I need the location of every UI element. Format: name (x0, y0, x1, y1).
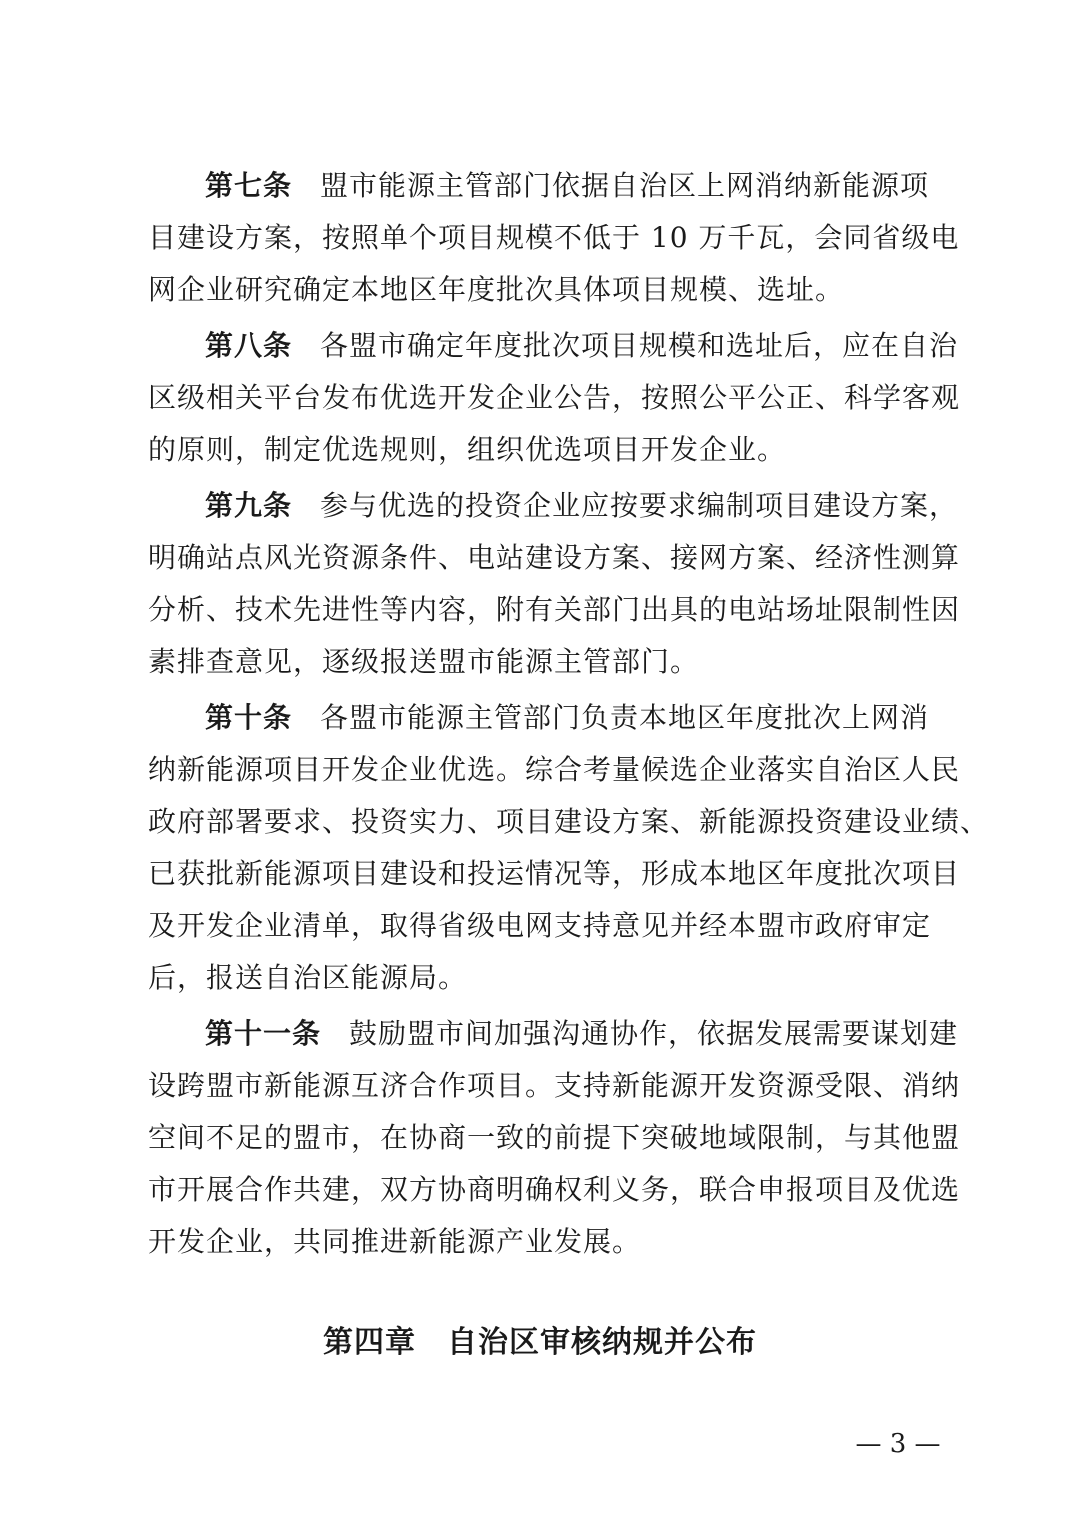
article-11-label: 第十一条 (205, 1017, 322, 1050)
page-number: — 3 — (855, 1429, 941, 1459)
article-9-line-2: 明确站点风光资源条件、电站建设方案、接网方案、经济性测算 (148, 541, 961, 574)
article-8-line-3: 的原则，制定优选规则，组织优选项目开发企业。 (148, 433, 787, 466)
article-7-line-3: 网企业研究确定本地区年度批次具体项目规模、选址。 (148, 273, 845, 306)
article-8-label: 第八条 (205, 329, 293, 362)
article-11-line-3: 空间不足的盟市，在协商一致的前提下突破地域限制，与其他盟 (148, 1121, 961, 1154)
article-9-line-3: 分析、技术先进性等内容，附有关部门出具的电站场址限制性因 (148, 593, 961, 626)
article-10-line-1 (205, 692, 948, 744)
article-10-line-4: 已获批新能源项目建设和投运情况等，形成本地区年度批次项目 (148, 857, 961, 890)
article-8-line-1 (205, 320, 959, 372)
article-10-line-3: 政府部署要求、投资实力、项目建设方案、新能源投资建设业绩、 (148, 805, 990, 838)
article-11-line-4: 市开展合作共建，双方协商明确权利义务，联合申报项目及优选 (148, 1173, 961, 1206)
article-8-line-2: 区级相关平台发布优选开发企业公告，按照公平公正、科学客观 (148, 381, 961, 414)
chapter-heading: 第四章 自治区审核纳规并公布 (323, 1325, 757, 1360)
article-9-label: 第九条 (205, 489, 293, 522)
article-10-line-5: 及开发企业清单，取得省级电网支持意见并经本盟市政府审定 (148, 909, 932, 942)
article-9-text-1: 参与优选的投资企业应按要求编制项目建设方案， (320, 489, 959, 522)
article-11-line-1 (205, 1008, 959, 1060)
article-10-line-2: 纳新能源项目开发企业优选。综合考量候选企业落实自治区人民 (148, 753, 961, 786)
article-7-text-1: 盟市能源主管部门依据自治区上网消纳新能源项 (320, 169, 930, 202)
article-10-label: 第十条 (205, 701, 293, 734)
article-11-line-5: 开发企业，共同推进新能源产业发展。 (148, 1225, 642, 1258)
article-11-text-1: 鼓励盟市间加强沟通协作，依据发展需要谋划建 (349, 1017, 959, 1050)
article-9-line-1 (205, 480, 959, 532)
article-10-text-1: 各盟市能源主管部门负责本地区年度批次上网消 (320, 701, 930, 734)
article-9-line-4: 素排查意见，逐级报送盟市能源主管部门。 (148, 645, 700, 678)
article-11-line-2: 设跨盟市新能源互济合作项目。支持新能源开发资源受限、消纳 (148, 1069, 961, 1102)
article-8-text-1: 各盟市确定年度批次项目规模和选址后，应在自治 (320, 329, 959, 362)
article-7-line-2: 目建设方案，按照单个项目规模不低于 10 万千瓦，会同省级电 (148, 221, 960, 254)
article-7-line-1 (205, 160, 948, 212)
article-7-label: 第七条 (205, 169, 293, 202)
article-10-line-6: 后，报送自治区能源局。 (148, 961, 468, 994)
